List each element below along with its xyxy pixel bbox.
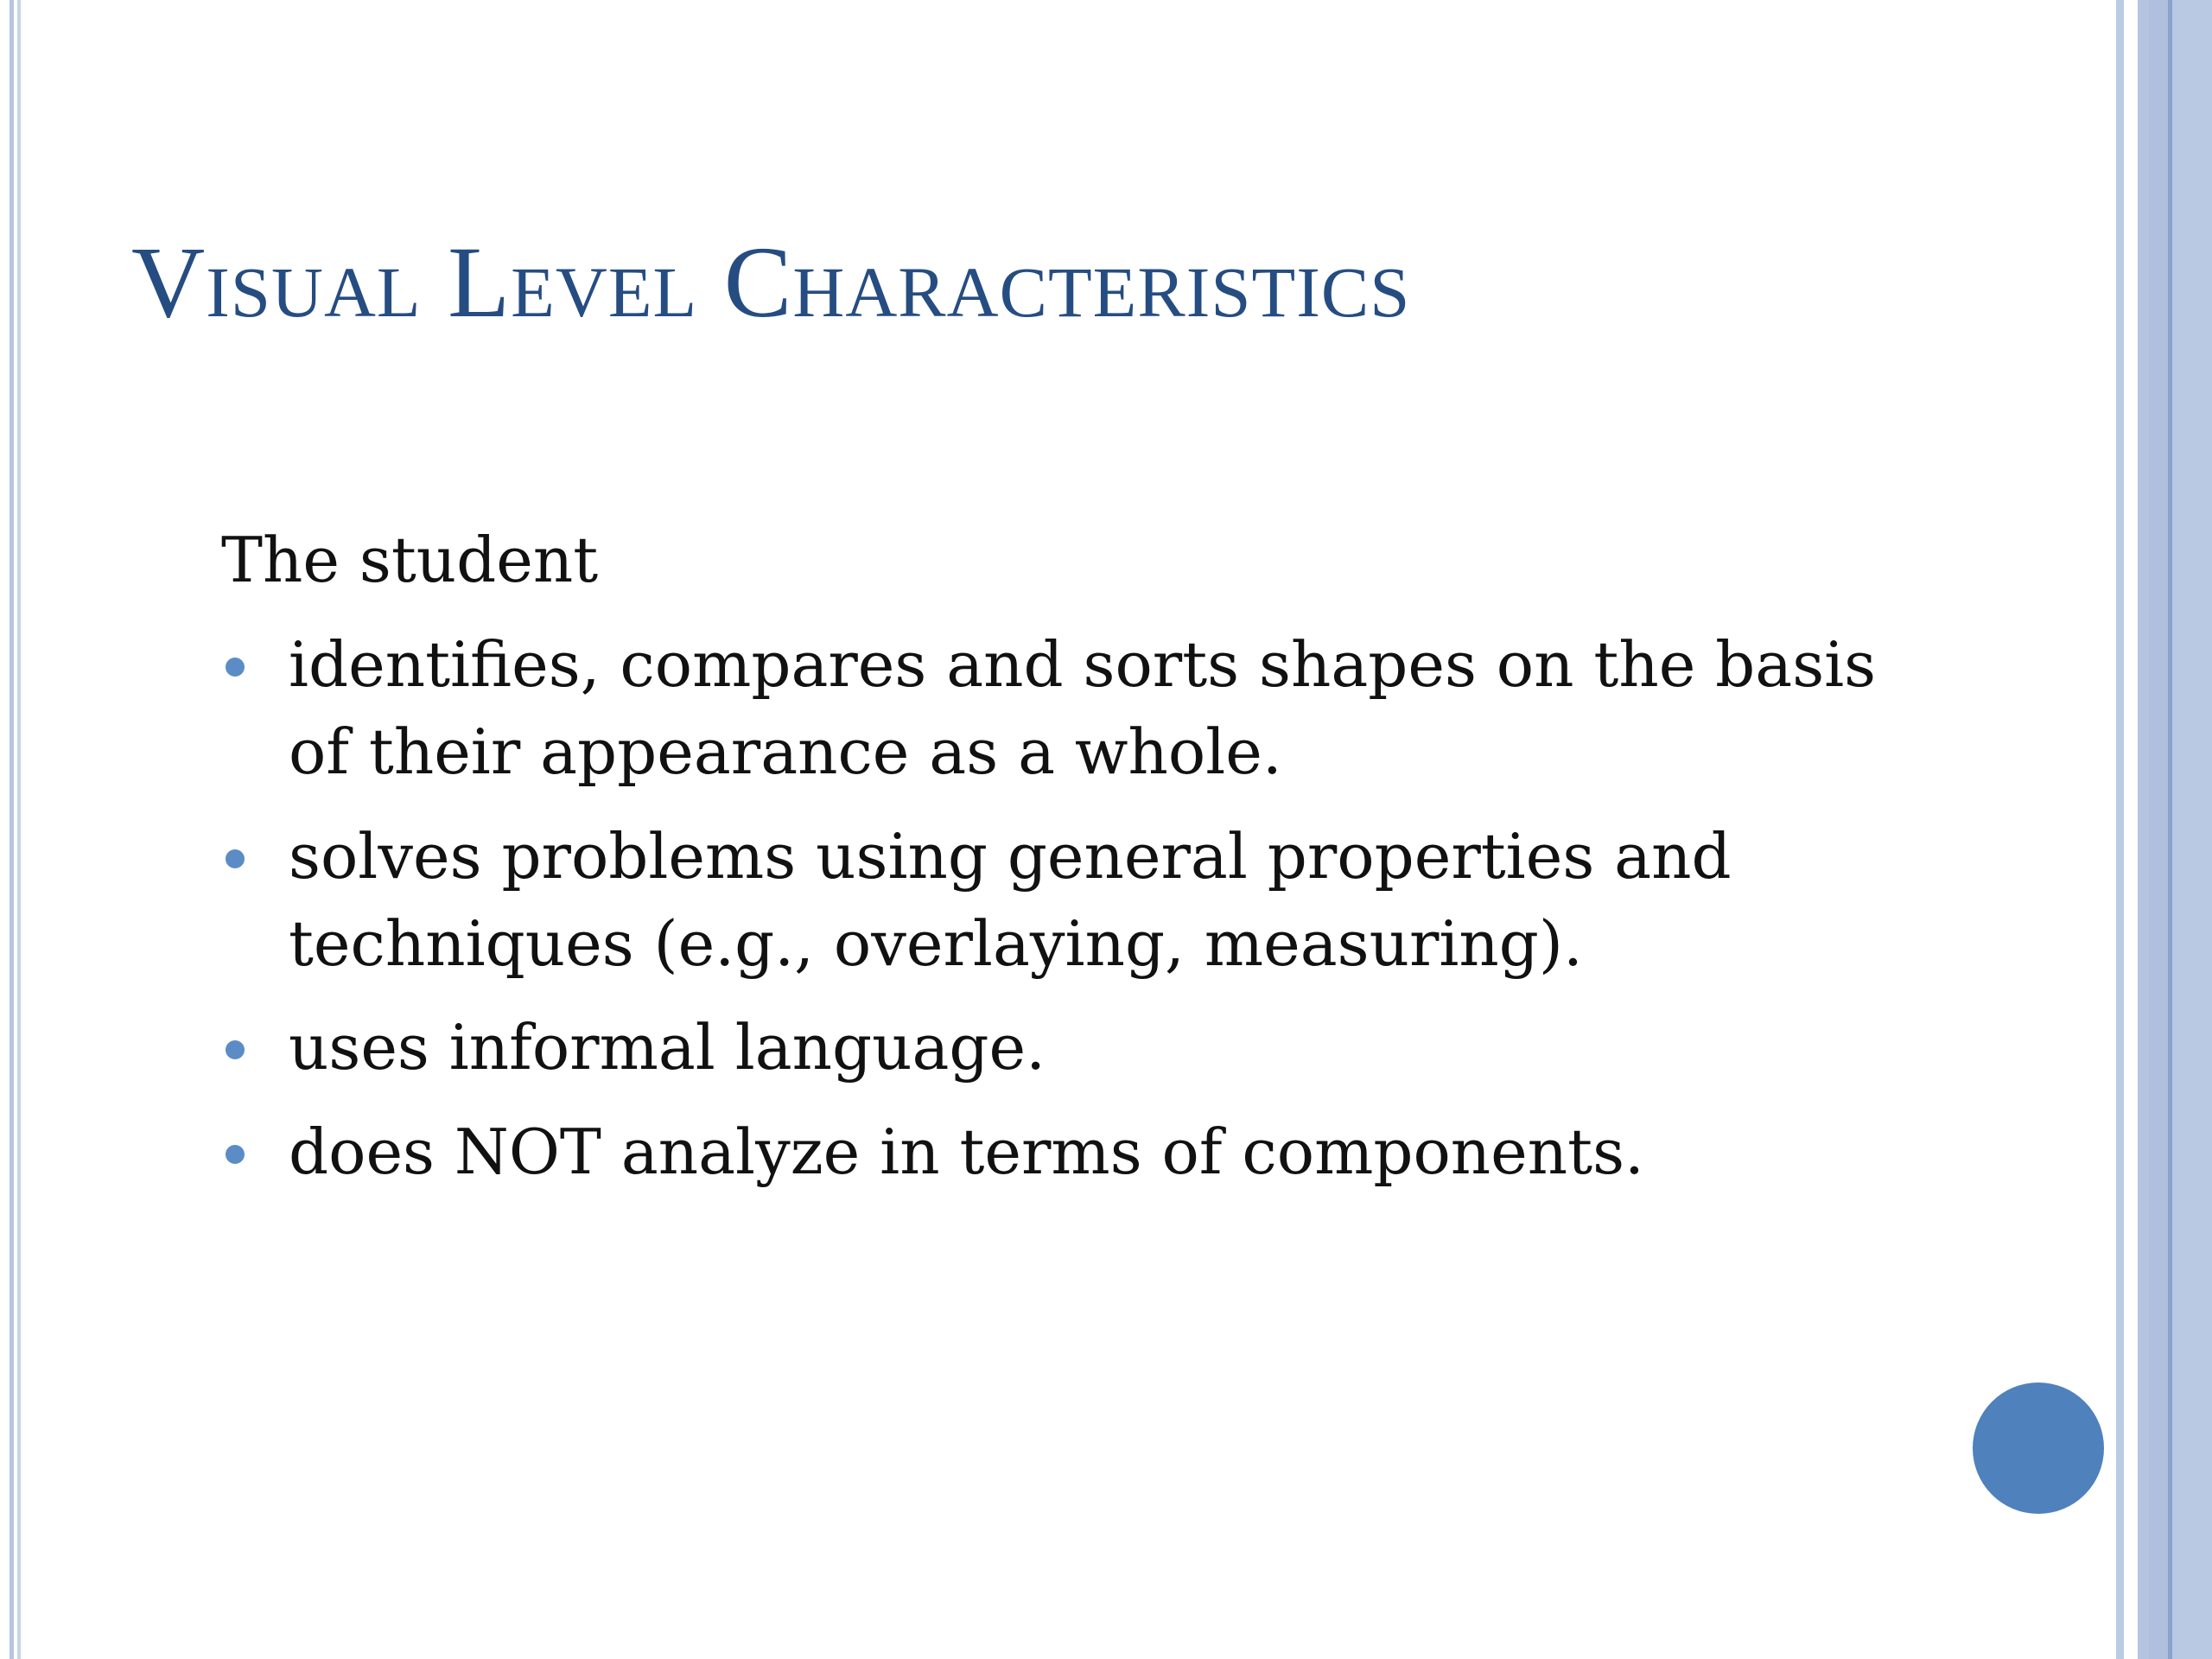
bullet-dot-icon	[226, 658, 245, 677]
right-border-band	[2149, 0, 2168, 1659]
slide-title: Visual Level Characteristics	[131, 226, 1411, 339]
bullet-item	[221, 1004, 1915, 1091]
bullet-list	[221, 621, 1915, 1196]
slide-body	[221, 518, 1915, 1213]
bullet-dot-icon	[226, 849, 245, 868]
bullet-dot-icon	[226, 1040, 245, 1059]
bullet-item	[221, 621, 1915, 796]
intro-text: The student	[221, 524, 599, 596]
bullet-text: solves problems using general properties and techniques (e.g., overlaying, measuring).	[289, 819, 1732, 980]
bullet-item	[221, 1109, 1915, 1196]
right-border-band-outer	[2172, 0, 2212, 1659]
bullet-text: identifies, compares and sorts shapes on the basis of their appearance as a whole.	[289, 628, 1877, 788]
bullet-item	[221, 813, 1915, 988]
right-border-line	[2116, 0, 2124, 1659]
decorative-circle	[1973, 1382, 2104, 1514]
bullet-text: uses informal language.	[289, 1011, 1046, 1084]
bullet-dot-icon	[226, 1145, 245, 1164]
left-border-line	[10, 0, 14, 1659]
right-border-band	[2138, 0, 2149, 1659]
bullet-text: does NOT analyze in terms of components.	[289, 1116, 1644, 1189]
left-border-line-inner	[17, 0, 21, 1659]
